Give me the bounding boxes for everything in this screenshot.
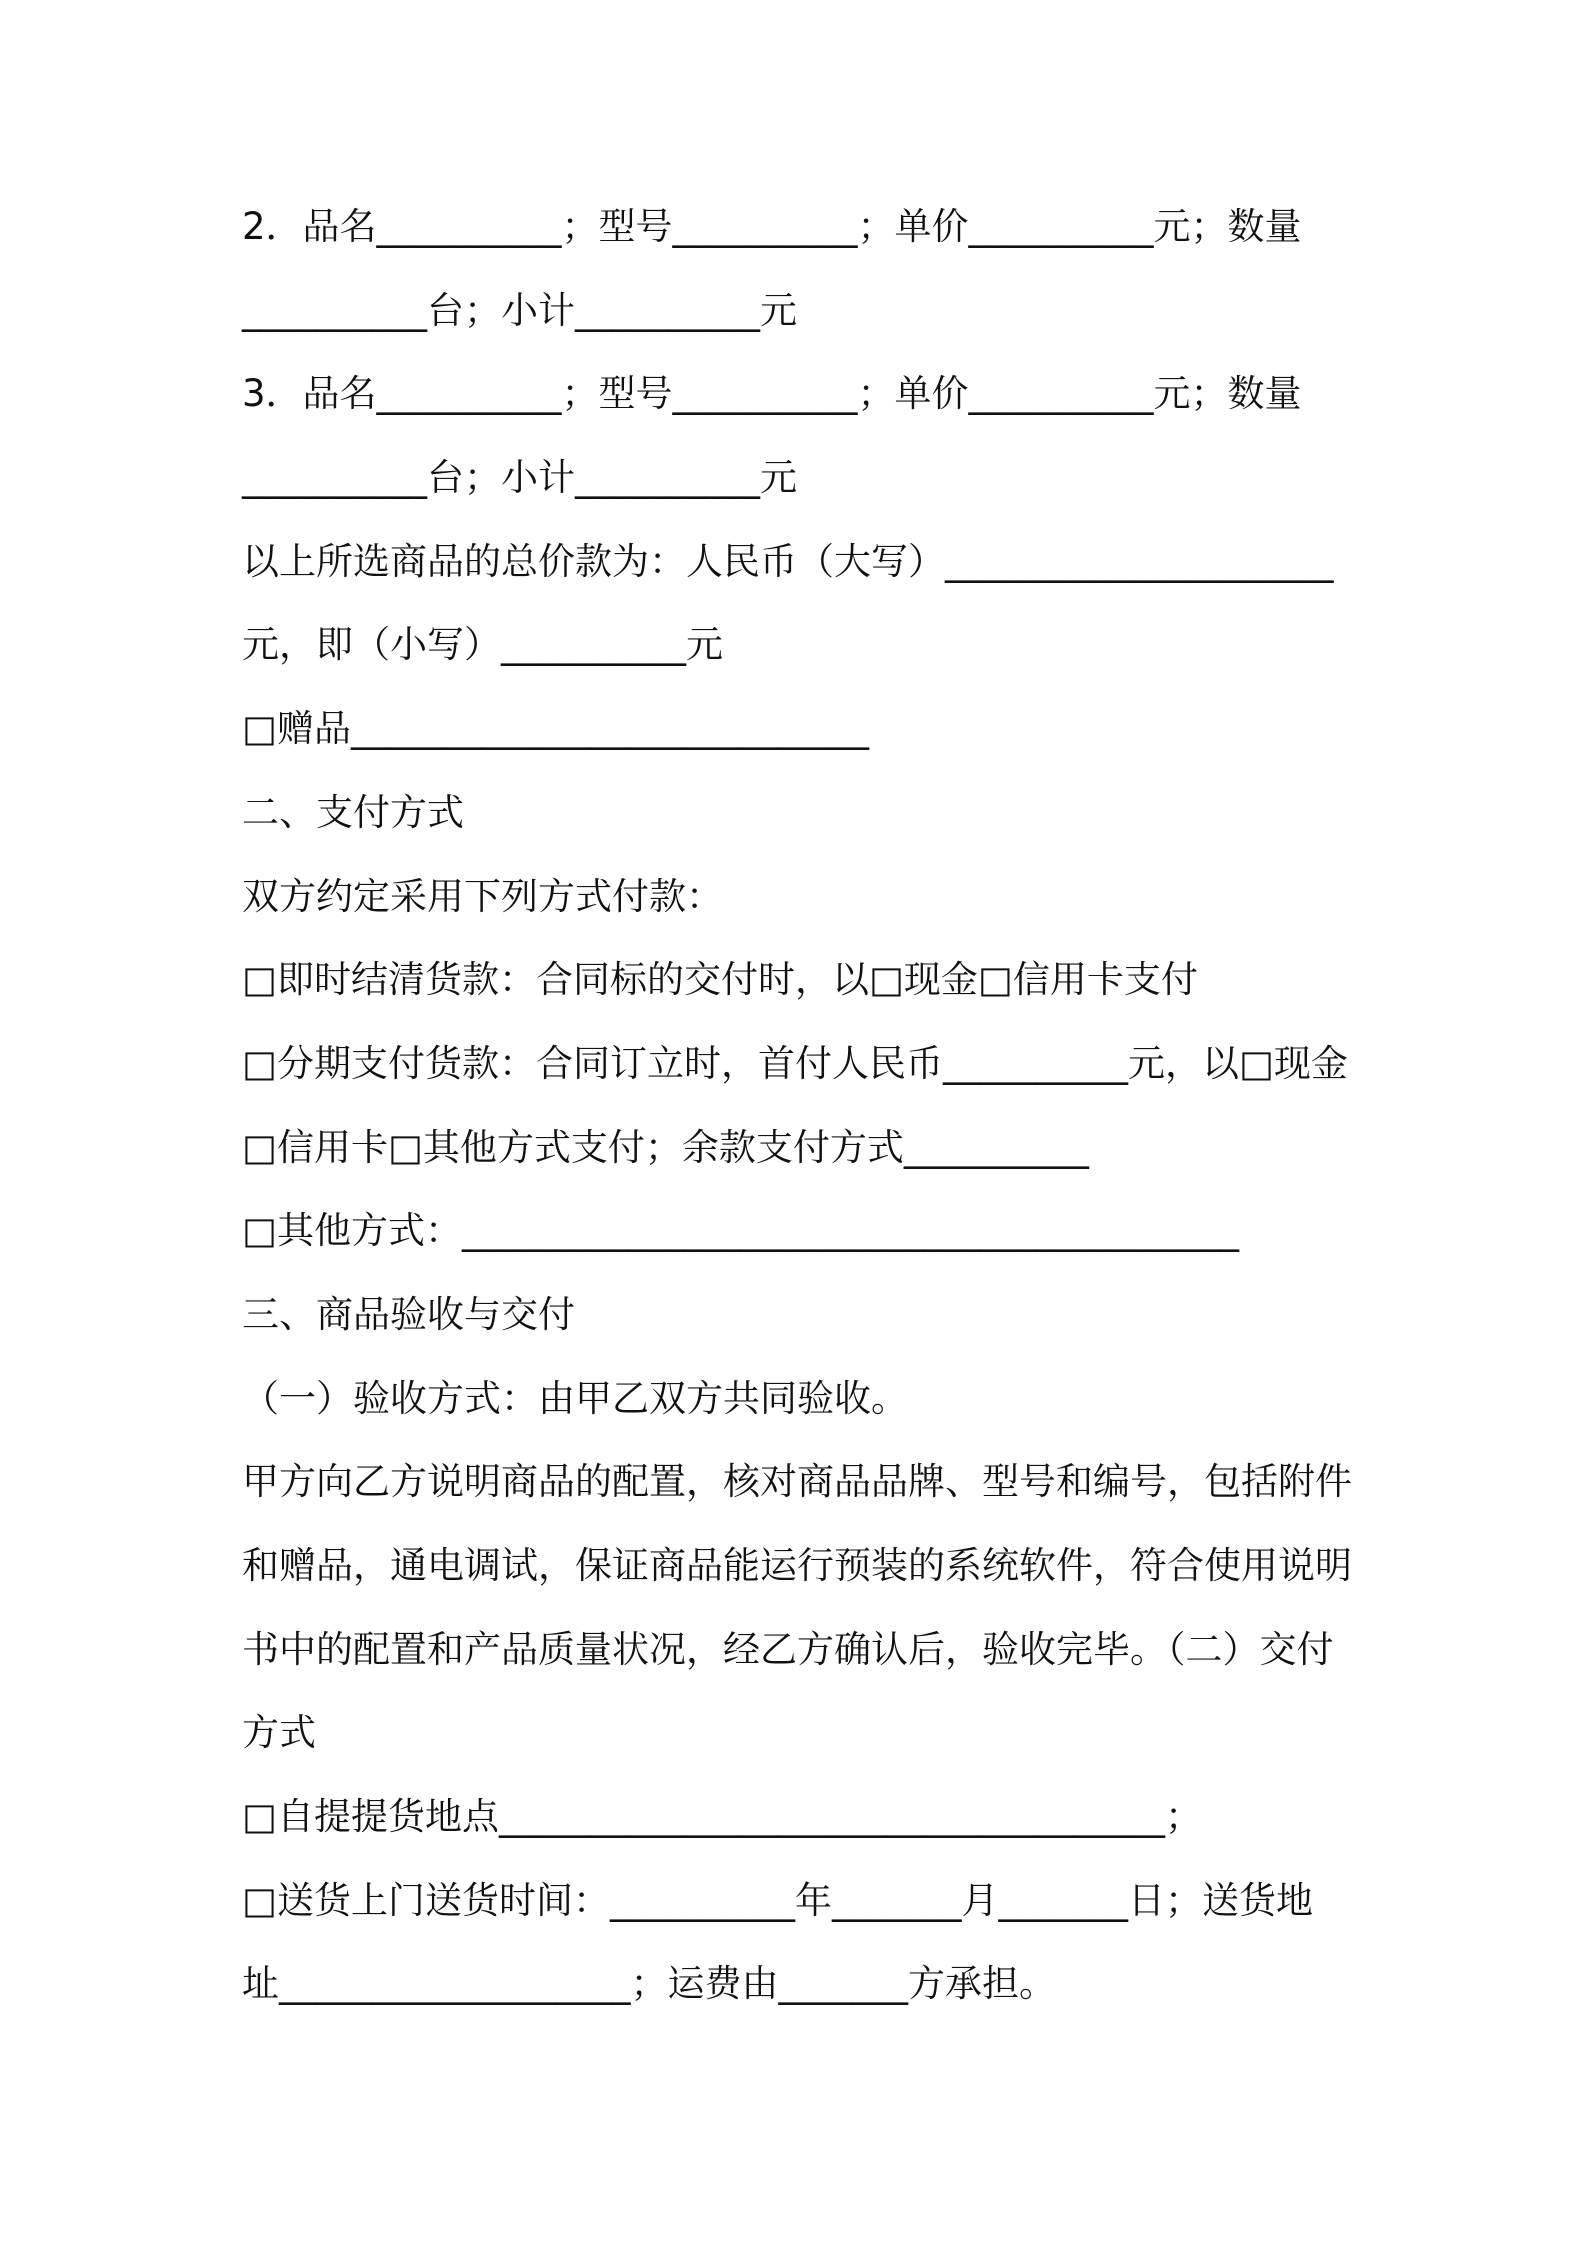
payment-intro: 双方约定采用下列方式付款： [242,874,723,918]
delivery-option-door-line-1: □送货上门送货时间：__________年_______月_______日；送货地 [242,1878,1313,1922]
section-heading-acceptance-delivery: 三、商品验收与交付 [242,1292,575,1336]
item-3-line-2: __________台；小计__________元 [242,456,797,500]
item-2-line-1: 2．品名__________；型号__________；单价__________元；数量 [242,205,1302,248]
payment-option-immediate: □即时结清货款：合同标的交付时，以□现金□信用卡支付 [242,958,1198,1002]
payment-option-installment-line-1: □分期支付货款：合同订立时，首付人民币__________元，以□现金 [242,1041,1348,1085]
gift-line: □赠品____________________________ [242,707,869,751]
acceptance-paragraph-line-1: 甲方向乙方说明商品的配置，核对商品品牌、型号和编号，包括附件 [242,1460,1352,1504]
document-body [242,185,1542,2026]
acceptance-paragraph-line-4: 方式 [242,1711,316,1755]
item-3-line-1: 3．品名__________；型号__________；单价__________元；数量 [242,372,1302,416]
delivery-option-pickup: □自提提货地点____________________________________； [242,1795,1202,1839]
section-heading-payment: 二、支付方式 [242,790,464,834]
acceptance-paragraph-line-2: 和赠品，通电调试，保证商品能运行预装的系统软件，符合使用说明 [242,1544,1352,1587]
total-price-line-2: 元，即（小写）__________元 [242,623,723,667]
total-price-line-1: 以上所选商品的总价款为：人民币（大写）_____________________ [242,539,1334,583]
item-2-line-2: __________台；小计__________元 [242,288,797,332]
acceptance-paragraph-line-3: 书中的配置和产品质量状况，经乙方确认后，验收完毕。（二）交付 [242,1627,1334,1671]
acceptance-method: （一）验收方式：由甲乙双方共同验收。 [242,1376,908,1420]
payment-option-installment-line-2: □信用卡□其他方式支付；余款支付方式__________ [242,1125,1089,1169]
payment-option-other: □其他方式：__________________________________________ [242,1209,1239,1253]
delivery-option-door-line-2: 址___________________；运费由_______方承担。 [242,1962,1056,2006]
